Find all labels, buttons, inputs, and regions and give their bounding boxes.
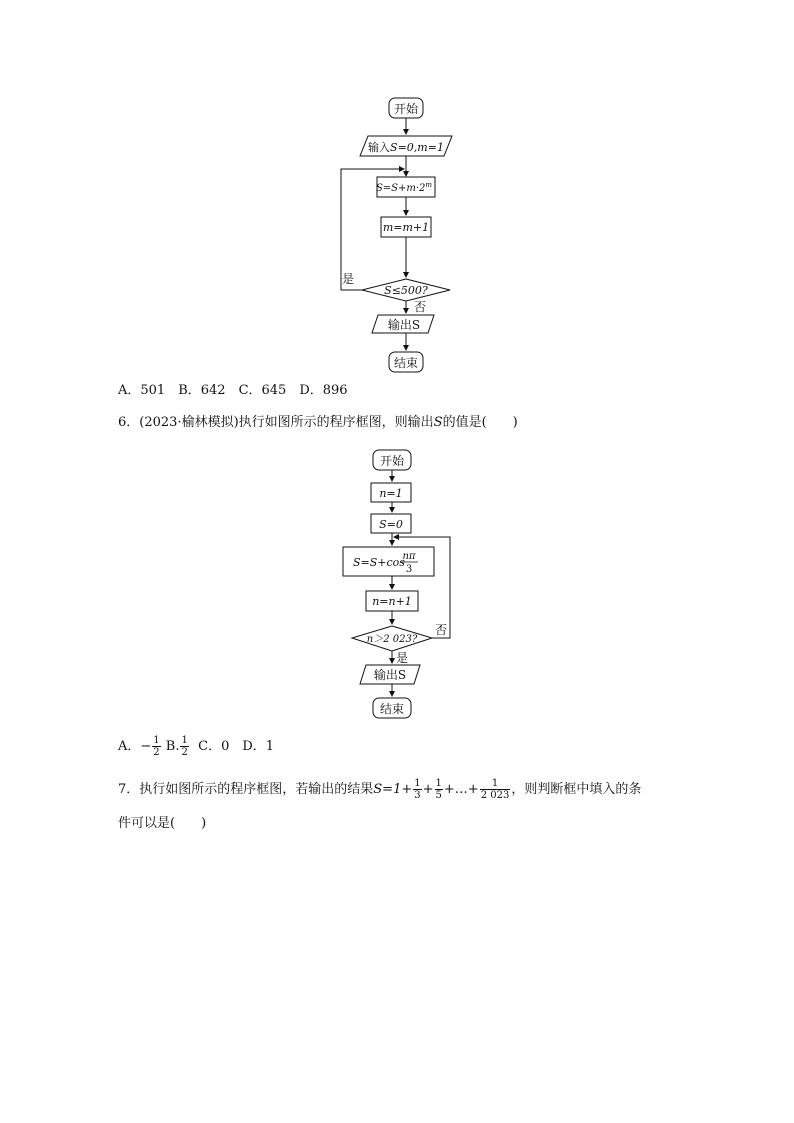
q6-options bbox=[118, 735, 274, 758]
q7-line1-start: 7．执行如图所示的程序框图，若输出的结果 bbox=[118, 782, 374, 797]
q7-s-expr: S=1+ bbox=[373, 782, 413, 797]
fc2-process-sum-text: S=S+cos bbox=[353, 556, 405, 569]
fc2-yes-label: 是 bbox=[396, 651, 409, 665]
fc2-init-n-text: n=1 bbox=[379, 487, 403, 500]
q6-option-b-label: B. bbox=[165, 739, 180, 754]
fc2-start-text: 开始 bbox=[379, 454, 405, 468]
fc2-process-num: nπ bbox=[402, 551, 416, 562]
fc2-increment-text: n=n+1 bbox=[372, 595, 412, 608]
q7-dots: +…+ bbox=[443, 782, 479, 797]
fc2-output-text: 输出S bbox=[373, 668, 407, 682]
q6-stem-end: 的值是( ) bbox=[442, 415, 518, 430]
q6-option-rest: C．0 D．1 bbox=[198, 739, 275, 754]
q6-source: (2023·榆林模拟) bbox=[139, 415, 239, 430]
fc2-end-text: 结束 bbox=[379, 702, 405, 716]
q7-fraction-1: $\frac{1}{3}$ bbox=[414, 778, 421, 801]
q6-option-a-label: A．− bbox=[118, 739, 152, 754]
q6-var: S bbox=[433, 415, 443, 430]
fc1-start-text: 开始 bbox=[393, 102, 419, 116]
q5-options: A．501 B．642 C．645 D．896 bbox=[118, 383, 348, 398]
q6-stem-text: 执行如图所示的程序框图，则输出 bbox=[238, 415, 434, 430]
q6-option-b-fraction: $\frac{1}{2}$ bbox=[181, 735, 188, 758]
q7-fraction-3: $\frac{1}{2 023}$ bbox=[480, 778, 510, 801]
fc1-no-label: 否 bbox=[414, 300, 427, 314]
q7-line2: 件可以是( ) bbox=[118, 816, 207, 831]
fc2-decision-text: n＞2 023? bbox=[366, 634, 418, 645]
q7-plus: + bbox=[422, 782, 434, 797]
q7-fraction-2: $\frac{1}{5}$ bbox=[435, 778, 442, 801]
fc2-init-s-text: S=0 bbox=[379, 518, 403, 531]
fc1-output-text: 输出S bbox=[387, 318, 421, 332]
q7-line1 bbox=[118, 778, 641, 801]
q6-option-a-fraction: $\frac{1}{2}$ bbox=[153, 735, 160, 758]
q7-line1-end: ，则判断框中填入的条 bbox=[511, 782, 642, 797]
fc1-input-text: 输入S=0,m=1 bbox=[368, 141, 444, 154]
q6-stem bbox=[118, 414, 518, 432]
fc1-decision-text: S≤500? bbox=[384, 284, 428, 297]
fc1-process-sum-text: $S=S+m\cdot 2^m$ bbox=[375, 181, 433, 194]
fc2-process-den: 3 bbox=[405, 564, 413, 575]
fc1-process-increment-text: m=m+1 bbox=[382, 221, 430, 234]
fc2-no-label: 否 bbox=[435, 623, 448, 637]
fc1-yes-label: 是 bbox=[342, 272, 355, 286]
flowchart-1 bbox=[0, 0, 794, 390]
flowchart-2 bbox=[0, 440, 794, 740]
q6-number: 6． bbox=[118, 415, 140, 430]
fc1-end-text: 结束 bbox=[393, 356, 419, 370]
